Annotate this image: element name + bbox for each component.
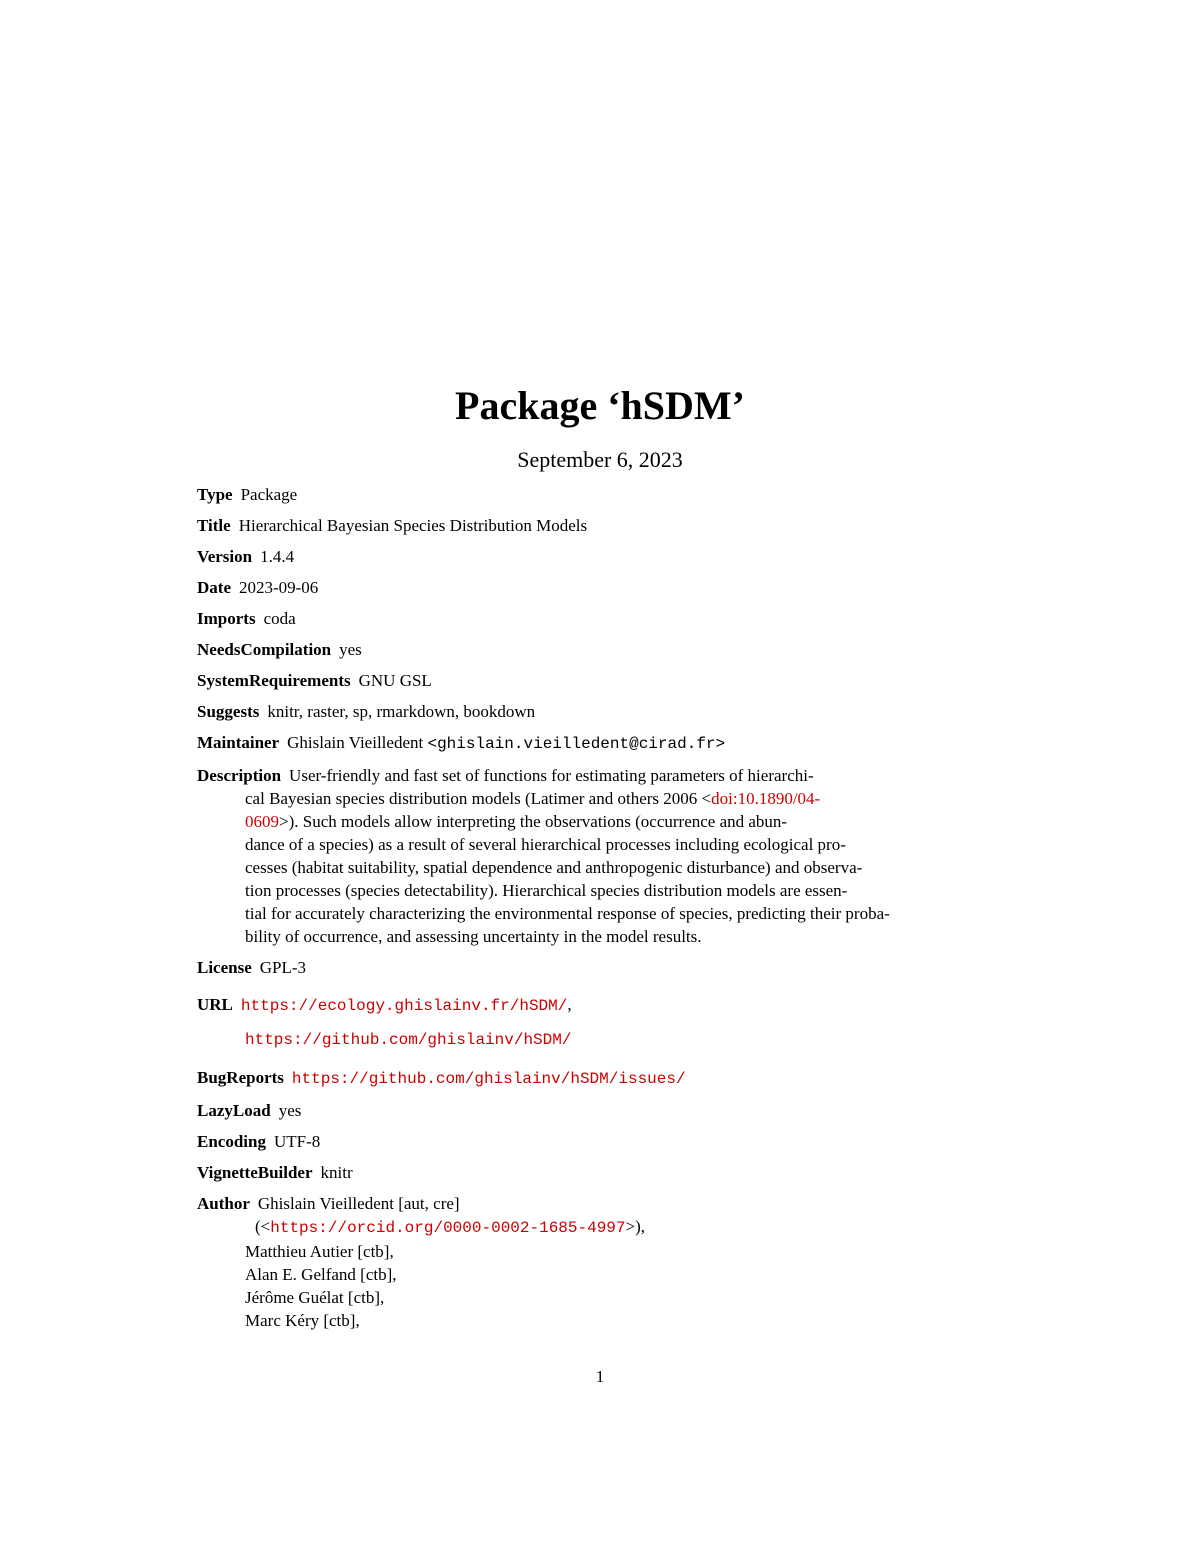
description-line: tial for accurately characterizing the environmental response of species, predicting their proba- — [245, 904, 890, 923]
field-date — [197, 576, 997, 599]
author-first: Ghislain Vieilledent [aut, cre] — [257, 1194, 460, 1213]
description-line: tion processes (species detectability). Hierarchical species distribution models are essen- — [245, 881, 848, 900]
field-key: Imports — [197, 609, 256, 628]
author-continuation — [197, 1215, 997, 1332]
field-key: Version — [197, 547, 253, 566]
orcid-link[interactable]: https://orcid.org/0000-0002-1685-4997 — [270, 1219, 626, 1237]
description-text: cal Bayesian species distribution models (Latimer and others 2006 < — [245, 789, 712, 808]
description-line: cesses (habitat suitability, spatial dependence and anthropogenic disturbance) and observa- — [245, 858, 863, 877]
field-value: 2023-09-06 — [238, 578, 319, 597]
field-license — [197, 956, 997, 979]
field-value: UTF-8 — [273, 1132, 321, 1151]
author-line: Alan E. Gelfand [ctb], — [245, 1265, 397, 1284]
doi-link[interactable]: doi:10.1890/04- — [711, 789, 821, 808]
doi-link-continued[interactable]: 0609 — [245, 812, 279, 831]
field-vignette-builder — [197, 1161, 997, 1184]
field-key: Description — [197, 766, 282, 785]
field-key: License — [197, 958, 252, 977]
field-key: SystemRequirements — [197, 671, 351, 690]
field-key: Suggests — [197, 702, 260, 721]
field-value: Package — [240, 485, 298, 504]
field-value: knitr, raster, sp, rmarkdown, bookdown — [267, 702, 536, 721]
page-number: 1 — [595, 1367, 605, 1386]
field-key: Type — [197, 485, 233, 504]
field-value: GNU GSL — [358, 671, 432, 690]
field-value: coda — [263, 609, 296, 628]
orcid-close: >), — [625, 1217, 646, 1236]
field-key: URL — [197, 995, 233, 1014]
field-description — [197, 764, 997, 948]
url-link-website[interactable]: https://ecology.ghislainv.fr/hSDM/ — [240, 997, 568, 1015]
description-line: dance of a species) as a result of several hierarchical processes including ecological pro- — [245, 835, 846, 854]
field-value: GPL-3 — [259, 958, 307, 977]
description-line: bility of occurrence, and assessing uncertainty in the model results. — [245, 927, 702, 946]
field-value: yes — [278, 1101, 302, 1120]
field-system-requirements — [197, 669, 997, 692]
field-author — [197, 1192, 997, 1332]
field-key: NeedsCompilation — [197, 640, 332, 659]
field-lazy-load — [197, 1099, 997, 1122]
field-encoding — [197, 1130, 997, 1153]
document-date: September 6, 2023 — [517, 447, 683, 472]
maintainer-name: Ghislain Vieilledent — [287, 733, 428, 752]
author-line: Matthieu Autier [ctb], — [245, 1242, 394, 1261]
field-value: 1.4.4 — [260, 547, 295, 566]
maintainer-email: <ghislain.vieilledent@cirad.fr> — [427, 735, 726, 753]
description-text: >). Such models allow interpreting the observations (occurrence and abun- — [279, 812, 788, 831]
field-version — [197, 545, 997, 568]
package-fields — [197, 483, 997, 1340]
package-title: Package ‘hSDM’ — [455, 383, 745, 428]
field-key: Author — [197, 1194, 250, 1213]
field-key: LazyLoad — [197, 1101, 271, 1120]
author-line: Jérôme Guélat [ctb], — [245, 1288, 385, 1307]
field-suggests — [197, 700, 997, 723]
description-line — [245, 810, 997, 833]
author-orcid-line — [245, 1215, 997, 1240]
url-separator: , — [567, 995, 572, 1014]
field-key: BugReports — [197, 1068, 284, 1087]
field-imports — [197, 607, 997, 630]
field-bug-reports — [197, 1066, 997, 1091]
field-key: Maintainer — [197, 733, 280, 752]
field-key: Date — [197, 578, 231, 597]
field-value: Hierarchical Bayesian Species Distribution Models — [238, 516, 588, 535]
field-title — [197, 514, 997, 537]
field-maintainer — [197, 731, 997, 756]
description-line: User-friendly and fast set of functions for estimating parameters of hierarchi- — [289, 766, 814, 785]
author-line: Marc Kéry [ctb], — [245, 1311, 360, 1330]
field-value: knitr — [320, 1163, 353, 1182]
field-url — [197, 993, 997, 1052]
field-key: Encoding — [197, 1132, 266, 1151]
field-type — [197, 483, 997, 506]
field-value: yes — [339, 640, 362, 659]
description-line — [245, 787, 997, 810]
url-link-github[interactable]: https://github.com/ghislainv/hSDM/ — [245, 1031, 572, 1049]
url-continuation — [197, 1027, 997, 1052]
bug-reports-link[interactable]: https://github.com/ghislainv/hSDM/issues/ — [291, 1070, 686, 1088]
description-continuation — [197, 787, 997, 948]
field-needs-compilation — [197, 638, 997, 661]
field-key: Title — [197, 516, 231, 535]
orcid-open: (< — [255, 1217, 271, 1236]
field-key: VignetteBuilder — [197, 1163, 313, 1182]
